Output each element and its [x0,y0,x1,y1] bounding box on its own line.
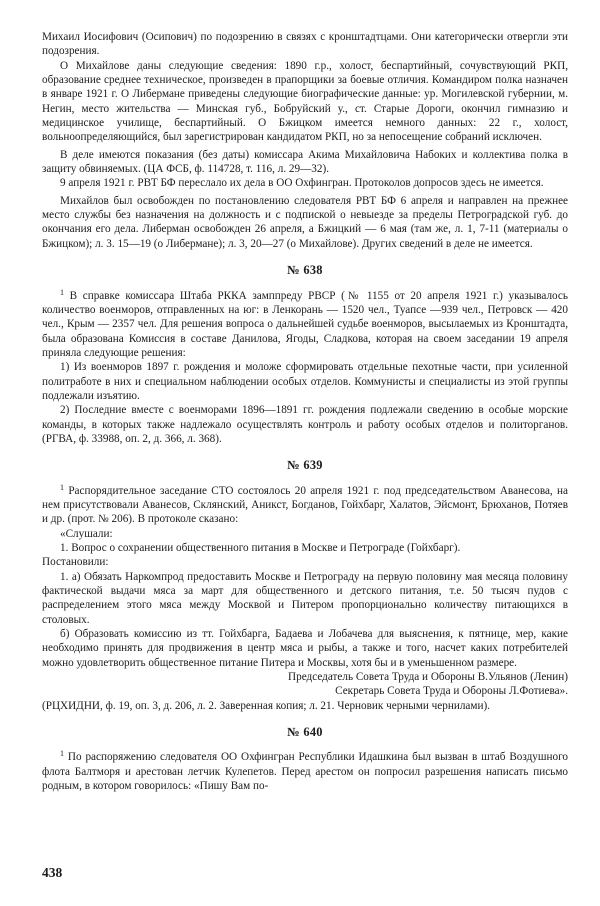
paragraph: «Слушали: [60,527,113,540]
paragraph: В деле имеются показания (без даты) комиссара Акима Михайловича Набоких и коллектива полка в защиту обвиняемых. (ЦА ФСБ, ф. 114728, т. 116, л. 29—32). [42,148,568,176]
paragraph: 1) Из военморов 1897 г. рождения и моложе сформировать отдельные пехотные части, при усиленной политработе в них и специальном наблюдении особых отделов. Коммунисты и специалисты из этой группы подлежали изъятию. [42,361,568,402]
paragraph: Постановили: [42,556,109,569]
paragraph-text: В справке комиссара Штаба РККА замппреду РВСР (№ 1155 от 20 апреля 1921 г.) указывалось количество военморов, отправленных на юг: в Ленкорань — 1520 чел., Туапсе —939 чел., Петровск — 420 чел., Крым — 2357 чел. Для решения вопроса о дальнейшей судьбе военморов, высылаемых из Кронштадта, была образована Комиссия в составе Данилова, Ягоды, Сладкова, которая на своем заседании 19 апреля приняла следующие решения: [42,289,568,359]
paragraph: 1. Вопрос о сохранении общественного питания в Москве и Петрограде (Гойхбарг). [60,542,461,554]
paragraph: О Михайлове даны следующие сведения: 1890 г.р., холост, беспартийный, сочувствующий РКП, образование среднее техническое, произведен в прапорщики за боевые отличия. Командиром полка назначен в январе 1921 г. О Либермане приведены следующие биографические данные: ур. Могилевской губернии, м. Негин, место жительства — Минская губ., Бобруйский у., ст. Старые Дороги, окончил гимназию и медицинское училище, беспартийный. О Бжицком имеется немного данных: 22 г., холост, вольноопределяющийся, был зарегистрирован кандидатом РКП, но за непосещение собраний исключен. [42,59,568,144]
signature-secretary: Секретарь Совета Труда и Обороны Л.Фотиева». [335,685,568,698]
document-number-heading: № 638 [287,263,323,278]
page-number: 438 [42,865,63,880]
paragraph: 1. а) Обязать Наркомпрод предоставить Москве и Петрограду на первую половину мая месяца половину фактической выдачи мяса за март для общественного и детского питания, т.е. 50 тысяч пудов с распределением этого мяса между Москвой и Питером пропорционально количеству питающихся в столовых. [42,570,568,626]
paragraph: (РЦХИДНИ, ф. 19, оп. 3, д. 206, л. 2. Заверенная копия; л. 21. Черновик черными чернилами). [42,699,490,712]
paragraph: Михайлов был освобожден по постановлению следователя РВТ БФ 6 апреля и направлен на прежнее место службы без назначения на должность и с подпиской о невыезде за пределы Петроградской губ. до окончания его дела. Либерман освобожден 26 апреля, а Бжицкий — 6 мая (там же, л. 1, 7-11 (материалы о Бжицком); л. 3. 15—19 (о Либермане); л. 3, 20—27 (о Михайлове). Других сведений в деле не имеется. [42,194,568,250]
document-number-heading: № 639 [287,458,323,473]
paragraph: Михаил Иосифович (Осипович) по подозрению в связях с кронштадтцами. Они категорически отвергли эти подозрения. [42,31,568,58]
paragraph: 9 апреля 1921 г. РВТ БФ переслало их дела в ОО Охфингран. Протоколов допросов здесь не имеется. [60,177,544,190]
footnote-paragraph [42,484,568,527]
paragraph-text: Распорядительное заседание СТО состоялось 20 апреля 1921 г. под председательством Аванесова, на нем присутствовали Аванесов, Склянский, Аникст, Богданов, Гойхбарг, Халатов, Эйсмонт, Брюханов, Потяев и др. (прот. № 206). В протоколе сказано: [42,484,568,526]
footnote-marker: 1 [60,287,64,297]
footnote-marker: 1 [60,482,64,492]
paragraph: 2) Последние вместе с военморами 1896—1891 гг. рождения подлежали сведению в особые морские команды, в которых также надлежало осуществлять контроль и работу особых отделов и политорганов. (РГВА, ф. 33988, оп. 2, д. 366, л. 368). [42,404,568,445]
footnote-paragraph [42,289,568,361]
paragraph: б) Образовать комиссию из тт. Гойхбарга, Бадаева и Лобачева для выяснения, к пятнице, мер, какие необходимо принять для продвижения в центр мяса и рыбы, а также и того, насчет каких потребителей можно удовлетворить общественное питание Питера и Москвы, хотя бы и в уменьшенном размере. [42,628,568,669]
footnote-paragraph [42,750,568,793]
footnote-marker: 1 [60,749,64,759]
signature-chair: Председатель Совета Труда и Обороны В.Ульянов (Ленин) [288,671,568,684]
document-number-heading: № 640 [287,725,323,740]
paragraph-text: По распоряжению следователя ОО Охфингран Республики Идашкина был вызван в штаб Воздушного флота Балтморя и арестован летчик Кулепетов. Перед арестом он попросил разрешения написать письмо родным, в котором говорилось: «Пишу Вам по- [42,751,568,793]
